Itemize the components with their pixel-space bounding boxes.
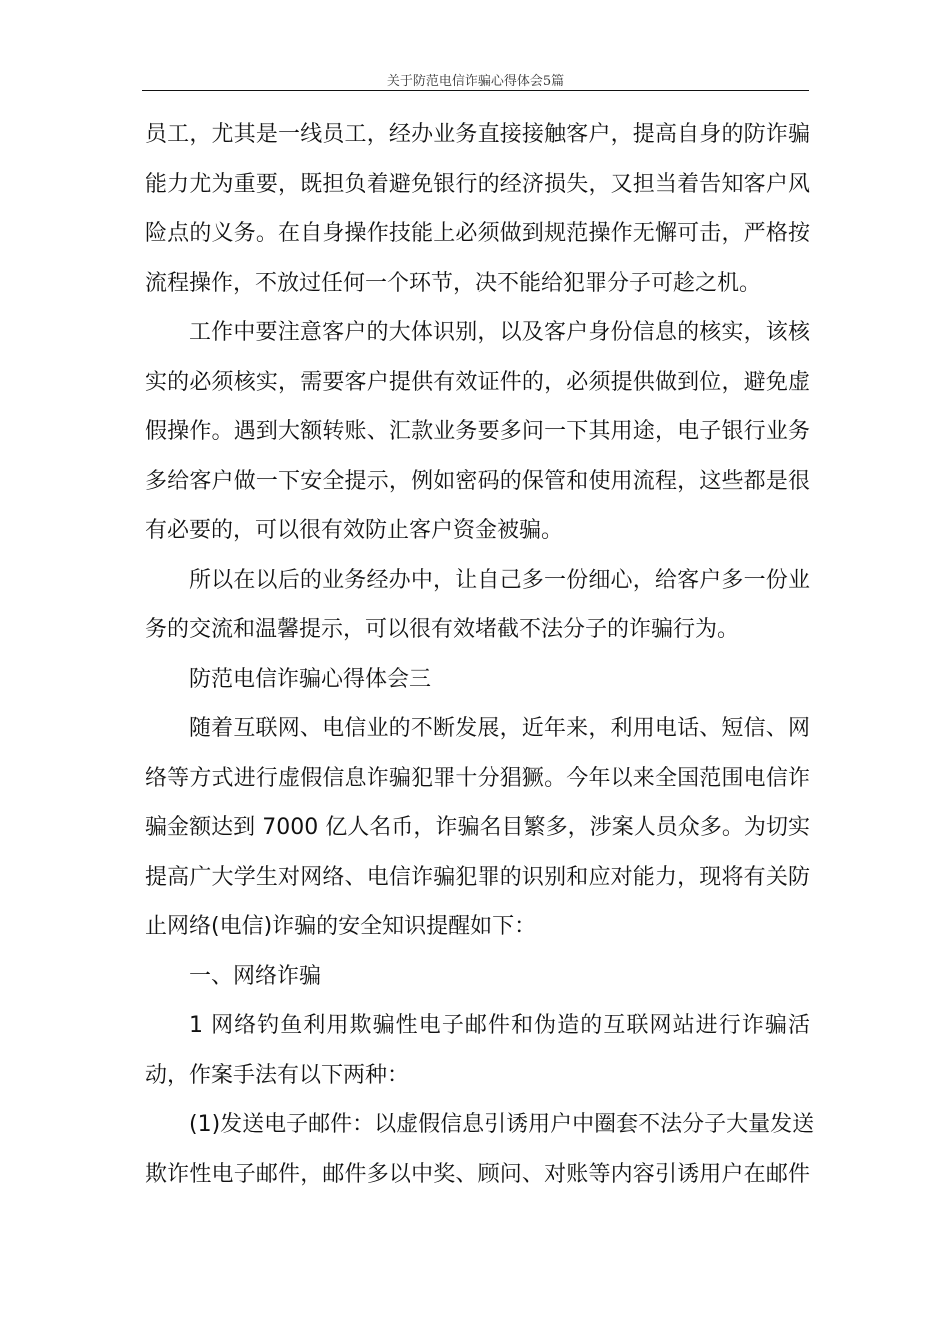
- text-line: 险点的义务。在自身操作技能上必须做到规范操作无懈可击，严格按: [145, 221, 810, 246]
- text-line: 假操作。遇到大额转账、汇款业务要多问一下其用途，电子银行业务: [145, 419, 810, 444]
- text-line: 有必要的，可以很有效防止客户资金被骗。: [145, 518, 564, 543]
- text-line: 骗金额达到 7000 亿人名币，诈骗名目繁多，涉案人员众多。为切实: [145, 815, 810, 840]
- text-line: 止网络(电信)诈骗的安全知识提醒如下：: [145, 914, 537, 939]
- text-line: 多给客户做一下安全提示，例如密码的保管和使用流程，这些都是很: [145, 468, 810, 494]
- header-divider: [142, 90, 809, 91]
- document-body: [145, 110, 815, 1199]
- text-line: 1 网络钓鱼利用欺骗性电子邮件和伪造的互联网站进行诈骗活: [189, 1013, 810, 1038]
- text-line: 络等方式进行虚假信息诈骗犯罪十分猖獗。今年以来全国范围电信诈: [145, 765, 810, 791]
- page-header-title: 关于防范电信诈骗心得体会5篇: [386, 74, 565, 89]
- text-line: 动，作案手法有以下两种：: [145, 1062, 410, 1088]
- text-line: 实的必须核实，需要客户提供有效证件的，必须提供做到位，避免虚: [145, 369, 810, 395]
- text-line: 一、网络诈骗: [189, 963, 322, 989]
- text-line: 务的交流和温馨提示，可以很有效堵截不法分子的诈骗行为。: [145, 617, 740, 642]
- text-line: 流程操作，不放过任何一个环节，决不能给犯罪分子可趁之机。: [145, 270, 762, 296]
- text-line: 提高广大学生对网络、电信诈骗犯罪的识别和应对能力，现将有关防: [145, 864, 810, 890]
- text-line: 所以在以后的业务经办中，让自己多一份细心，给客户多一份业: [189, 567, 810, 593]
- text-line: 欺诈性电子邮件，邮件多以中奖、顾问、对账等内容引诱用户在邮件: [145, 1161, 810, 1187]
- text-line: 防范电信诈骗心得体会三: [189, 666, 432, 692]
- text-line: (1)发送电子邮件：以虚假信息引诱用户中圈套不法分子大量发送: [189, 1112, 815, 1137]
- text-line: 员工，尤其是一线员工，经办业务直接接触客户，提高自身的防诈骗: [145, 122, 810, 147]
- text-line: 随着互联网、电信业的不断发展，近年来，利用电话、短信、网: [189, 716, 810, 741]
- text-line: 工作中要注意客户的大体识别，以及客户身份信息的核实，该核: [189, 320, 810, 345]
- text-line: 能力尤为重要，既担负着避免银行的经济损失，又担当着告知客户风: [145, 171, 810, 197]
